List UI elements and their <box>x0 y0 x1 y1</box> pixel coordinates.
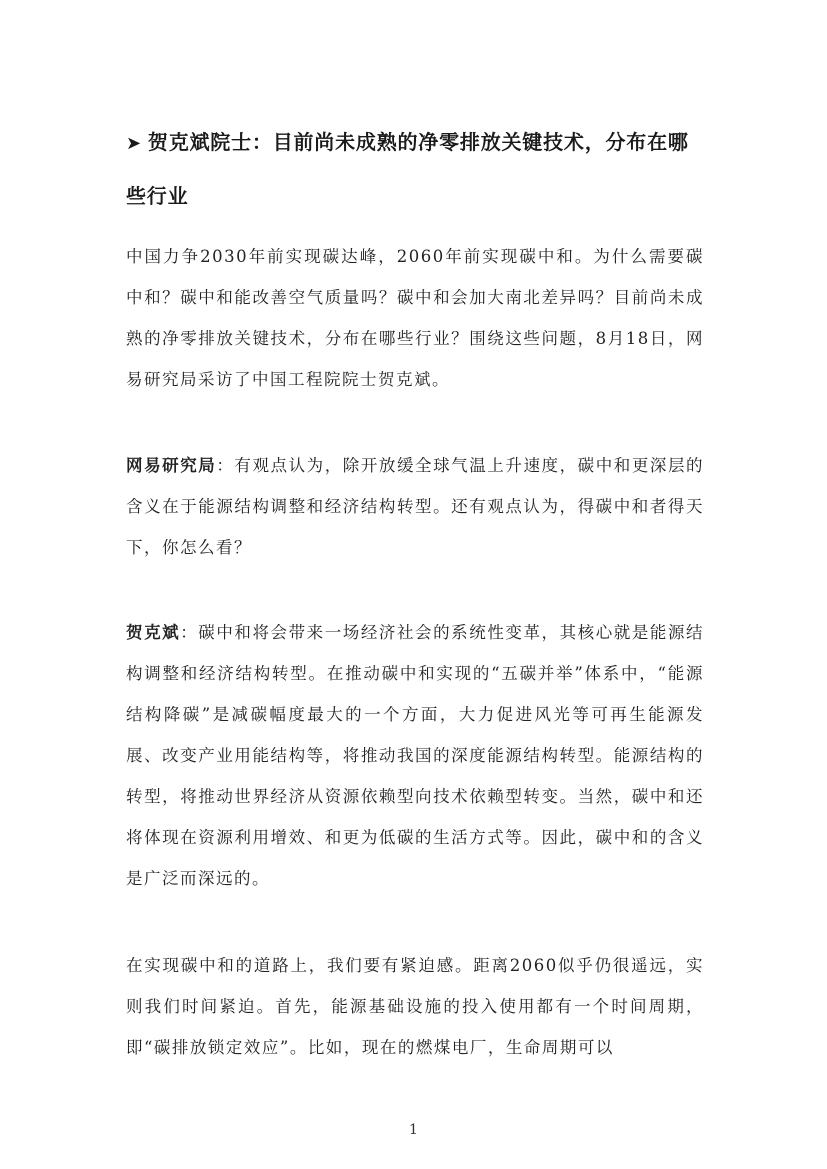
question-separator: ： <box>216 456 235 475</box>
answer-text: 碳中和将会带来一场经济社会的系统性变革，其核心就是能源结构调整和经济结构转型。在推动碳中和实现的“五碳并举”体系中，“能源结构降碳”是减碳幅度最大的一个方面，大力促进风光等可再生能源发展、改变产业用能结构等，将推动我国的深度能源结构转型。能源结构的转型，将推动世界经济从资源依赖型向技术依赖型转变。当然，碳中和还将体现在资源利用增效、和更为低碳的生活方式等。因此，碳中和的含义是广泛而深远的。 <box>126 623 705 888</box>
answer-separator: ： <box>180 623 199 642</box>
arrow-bullet-icon: ➤ <box>126 133 142 154</box>
page-number: 1 <box>409 1122 418 1138</box>
section-heading <box>126 116 706 222</box>
question-paragraph <box>126 445 704 568</box>
answer-paragraph <box>126 612 704 899</box>
question-text: 有观点认为，除开放缓全球气温上升速度，碳中和更深层的含义在于能源结构调整和经济结构转型。还有观点认为，得碳中和者得天下，你怎么看？ <box>126 456 705 557</box>
answer-speaker: 贺克斌 <box>126 623 181 642</box>
intro-paragraph: 中国力争2030年前实现碳达峰，2060年前实现碳中和。为什么需要碳中和？碳中和能改善空气质量吗？碳中和会加大南北差异吗？目前尚未成熟的净零排放关键技术，分布在哪些行业？围绕这些问题，8月18日，网易研究局采访了中国工程院院士贺克斌。 <box>126 247 704 389</box>
question-speaker: 网易研究局 <box>126 456 217 475</box>
continuation-paragraph: 在实现碳中和的道路上，我们要有紧迫感。距离2060似乎仍很遥远，实则我们时间紧迫。首先，能源基础设施的投入使用都有一个时间周期，即“碳排放锁定效应”。比如，现在的燃煤电厂，生命周期可以 <box>126 956 704 1057</box>
heading-text: 贺克斌院士：目前尚未成熟的净零排放关键技术，分布在哪些行业 <box>126 130 689 208</box>
